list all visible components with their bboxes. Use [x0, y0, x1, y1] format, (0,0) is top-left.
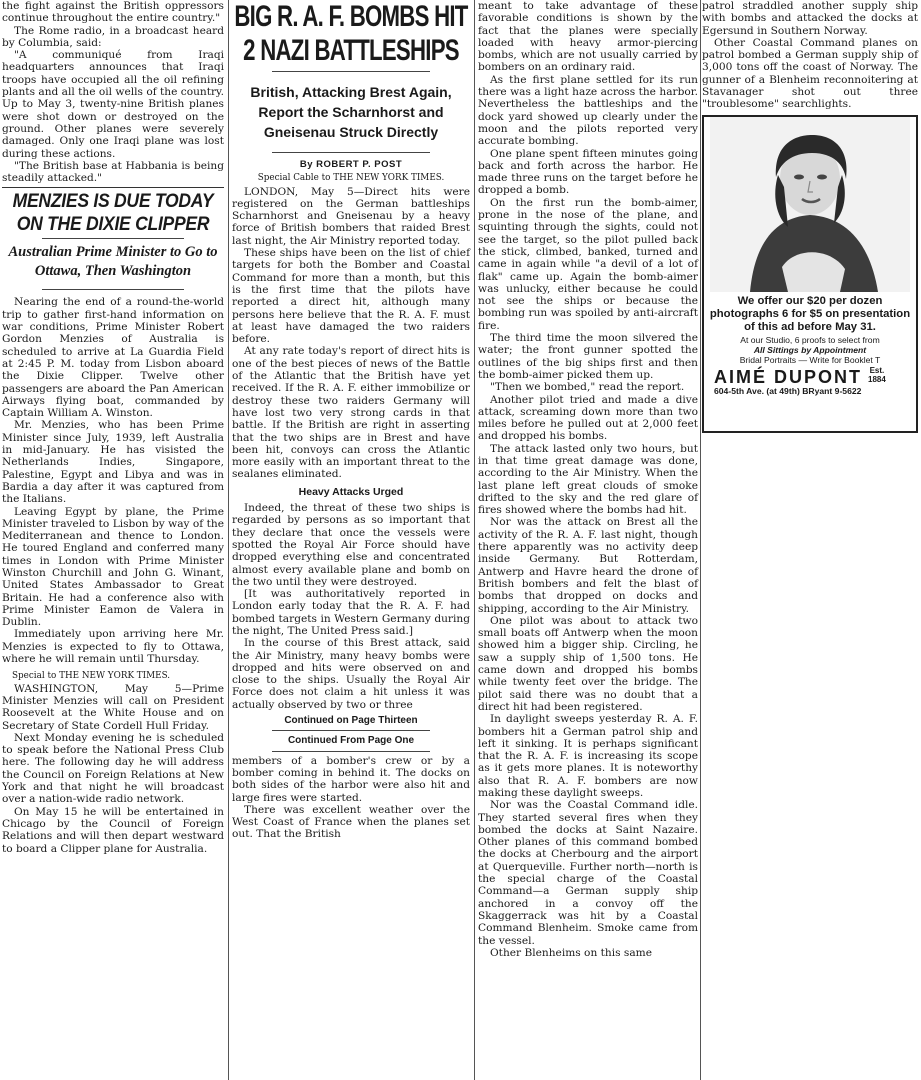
- subhead: Heavy Attacks Urged: [298, 485, 404, 498]
- section-rule: [2, 187, 224, 188]
- column-4: [702, 0, 918, 433]
- paragraph: On May 15 he will be entertained in Chicago by the Council of Foreign Relations and will then depart westward to board a Clipper plane for Australia.: [2, 805, 224, 855]
- ad-offer-text: We offer our $20 per dozen photographs 6 for $5 on presentation of this ad before May 31.: [709, 294, 911, 333]
- ad-appointment-line: [708, 345, 912, 355]
- paragraph: patrol straddled another supply ship with bombs and attacked the docks at Egersund in Southern Norway.: [702, 0, 918, 37]
- paragraph: These ships have been on the list of chief targets for both the Bomber and Coastal Command for more than a month, but this is the first time that the pilots have reported a direct hit, although many persons here believe that the R. A. F. must at least have damaged the two raiders before.: [232, 247, 470, 346]
- headline-line-2: ON THE DIXIE CLIPPER: [16, 213, 210, 236]
- paragraph: In the course of this Brest attack, said the Air Ministry, many heavy bombs were dropped and hits were observed on and close to the ships. Usually the Royal Air Force does not claim a hit unless it was actually observed by two or three: [232, 637, 470, 711]
- banner-headline-line-2: 2 NAZI BATTLESHIPS: [243, 34, 459, 67]
- paragraph: WASHINGTON, May 5—Prime Minister Menzies will call on President Roosevelt at the White House and on Secretary of State Cordell Hull Friday.: [2, 682, 224, 732]
- column-rule: [700, 0, 701, 1080]
- paragraph: members of a bomber's crew or by a bomber coming in behind it. The docks on both sides of the harbor were also hit and large fires were started.: [232, 754, 470, 804]
- paragraph: Nor was the attack on Brest all the activity of the R. A. F. last night, though there apparently was no activity deep inside Germany. But Rotterdam, Antwerp and Havre heard the drone of British bombers and felt the blast of bombs that dropped on docks and shipping, according to the Air Ministry.: [478, 516, 698, 615]
- deck: Australian Prime Minister to Go to Ottawa, Then Washington: [8, 244, 218, 280]
- ad-established: [868, 366, 886, 384]
- paragraph: Next Monday evening he is scheduled to speak before the National Press Club here. The following day he will address the Council on Foreign Relations at New York and that night he will broadcast over a nation-wide radio network.: [2, 731, 224, 806]
- ad-est-label: Est.: [869, 365, 885, 375]
- paragraph: Mr. Menzies, who has been Prime Minister since July, 1939, left Australia in mid-January. He has visisted the Netherlands Indies, Singapore, Palestine, Egypt and Libya and was in Bardia a day after it was captured from the Italians.: [2, 419, 224, 506]
- paragraph: Immediately upon arriving here Mr. Menzies is expected to fly to Ottawa, where he will remain until Thursday.: [2, 628, 224, 666]
- deck-rule: [272, 152, 430, 153]
- portrait-photo: [710, 117, 910, 292]
- column-1: [2, 0, 224, 855]
- paragraph: The attack lasted only two hours, but in that time great damage was done, according to the Air Ministry. When the last plane left great clouds of smoke drifted to the sky and the red glare of fires showed where the bombs had hit.: [478, 442, 698, 517]
- paragraph: Nearing the end of a round-the-world trip to gather first-hand information on war conditions, Prime Minister Robert Gordon Menzies of Australia is scheduled to arrive at La Guardia Field at 2:45 P. M. today from Lisbon aboard the Dixie Clipper. Twelve other passengers are aboard the Pan American Airways flying boat, commanded by Captain William A. Winston.: [2, 296, 224, 420]
- jump-line-continued-on: Continued on Page Thirteen: [284, 715, 418, 727]
- paragraph: One plane spent fifteen minutes going back and forth across the harbor. He made three runs on the target before he dropped a bomb.: [478, 147, 698, 197]
- banner-headline-line-1: BIG R. A. F. BOMBS HIT: [234, 0, 468, 33]
- paragraph: On the first run the bomb-aimer, prone in the nose of the plane, and squinting through the sights, could not see the target, so the pilot pulled back the stick, climbed, banked, turned and came in again while "a devil of a lot of flak" came up. Again the bomb-aimer was unlucky, either because he could not see the ships or because the bombing run was spoiled by anti-aircraft fire.: [478, 196, 698, 332]
- paragraph: LONDON, May 5—Direct hits were registered on the German battleships Scharnhorst and Gneisenau by a heavy force of British bombers that raided Brest last night, the Air Ministry reported today.: [232, 185, 470, 247]
- paragraph: As the first plane settled for its run there was a light haze across the harbor. Nevertheless the battleships and the dock yard showed up clearly under the moon and the pilots reported very accurate bombing.: [478, 73, 698, 148]
- ad-logo-wordmark: AIMÉ DUPONT: [714, 367, 862, 388]
- paragraph: Other Blenheims on this same: [490, 946, 652, 959]
- ad-address: 604-5th Ave. (at 49th) BRyant 9-5622: [714, 385, 862, 396]
- paragraph: "A communiqué from Iraqi headquarters announces that Iraqi troops have occupied all the oil refining plants and all the oil wells of the country. Up to May 3, twenty-nine British planes were shot down or destroyed on the ground. Other planes were severely damaged. Only one Iraqi plane was lost during these actions.: [2, 49, 224, 160]
- advertisement-aime-dupont: [702, 115, 918, 433]
- jump-rule: [272, 730, 430, 731]
- paragraph: Other Coastal Command planes on patrol bombed a German supply ship of 3,000 tons off the coast of Norway. The gunner of a Blenheim reconnoitering at Stavanager shot out three "troublesome" searchlights.: [702, 36, 918, 111]
- ad-est-year: 1884: [868, 374, 886, 384]
- paragraph: meant to take advantage of these favorable conditions is shown by the fact that the planes were specially loaded with heavy armor-piercing bombs, which are not usually carried by bombers on an ordinary raid.: [478, 0, 698, 74]
- paragraph: "Then we bombed," read the report.: [490, 381, 685, 394]
- paragraph: "The British base at Habbania is being steadily attacked.": [2, 159, 224, 185]
- jump-rule: [272, 751, 430, 752]
- headline-rule: [42, 238, 184, 239]
- paragraph: There was excellent weather over the West Coast of France when the planes set out. That the British: [232, 803, 470, 841]
- headline-line-1: MENZIES IS DUE TODAY: [12, 190, 214, 213]
- paragraph: The third time the moon silvered the water; the front gunner spotted the outlines of the big ships first and then the bomb-aimer picked them up.: [478, 332, 698, 381]
- column-2: [232, 0, 470, 841]
- credit-line: Special Cable to THE NEW YORK TIMES.: [257, 173, 445, 184]
- paragraph: Nor was the Coastal Command idle. They started several fires when they bombed the docks at Saint Nazaire. Other planes of this command bombed the docks at Cherbourg and the airport at Querqueville. Further north—north is the special charge of the Coastal Command—a German supply ship anchored in a convoy off the Skaggerrack was hit by a Coastal Command Blenheim. Smoke came from the vessel.: [478, 799, 698, 947]
- paragraph: At any rate today's report of direct hits is one of the best pieces of news of the Battle of the Atlantic that the British have yet received. If the R. A. F. either immobilize or destroy these two raiders Germany will have lost two very strong cards in that battle. If the British are right in asserting that the two ships are in Brest and have been hit, convoys can cross the Atlantic more easily with an important threat to the sealanes eliminated.: [232, 345, 470, 481]
- jump-line-continued-from: Continued From Page One: [287, 735, 415, 747]
- byline: By ROBERT P. POST: [299, 159, 403, 170]
- portrait-illustration: [710, 117, 910, 292]
- paragraph: The Rome radio, in a broadcast heard by Columbia, said:: [2, 24, 224, 49]
- paragraph: In daylight sweeps yesterday R. A. F. bombers hit a German patrol ship and left it sinking. It is perhaps significant that the R. A. F. is increasing its scope as it gets more planes. It is noteworthy also that R. A. F. bombers are now making these daylight sweeps.: [478, 713, 698, 799]
- deck-rule: [42, 289, 184, 290]
- column-rule: [474, 0, 475, 1080]
- paragraph: Leaving Egypt by plane, the Prime Minister traveled to Lisbon by way of the Mediterranean and thence to London. He toured England and conferred many times in London with Prime Minister Winston Churchill and John G. Winant, United States Ambassador to Great Britain. He had a conference also with Prime Minister Eamon de Valera in Dublin.: [2, 505, 224, 629]
- paragraph: Indeed, the threat of these two ships is regarded by persons as so important that they declare that once the vessels were spotted the Royal Air Force should have dropped everything else and concentrated almost every available plane and bomb on the two until they were destroyed.: [232, 502, 470, 588]
- ad-appointment-text: All Sittings by Appointment: [753, 344, 867, 355]
- paragraph: the fight against the British oppressors continue throughout the entire country.": [2, 0, 224, 25]
- credit-line: Special to THE NEW YORK TIMES.: [12, 671, 171, 682]
- deck: British, Attacking Brest Again, Report the Scharnhorst and Gneisenau Struck Directly: [250, 84, 452, 140]
- column-rule: [228, 0, 229, 1080]
- ad-bridal-line: Bridal Portraits — Write for Booklet T: [739, 354, 881, 365]
- ad-logo: [714, 365, 916, 388]
- ad-studio-line: At our Studio, 6 proofs to select from: [740, 334, 880, 345]
- column-3: [478, 0, 698, 959]
- paragraph: One pilot was about to attack two small boats off Antwerp when the moon showed him a bigger ship. Circling, he saw a supply ship of 1,500 tons. He came down and dropped his bombs while twenty feet over the bridge. The pilot said there was no doubt that a direct hit had been registered.: [478, 614, 698, 713]
- paragraph: [It was authoritatively reported in London early today that the R. A. F. had bombed targets in Western Germany during the night, The United Press said.]: [232, 588, 470, 637]
- headline-rule: [272, 71, 430, 72]
- paragraph: Another pilot tried and made a dive attack, screaming down more than two miles before he pulled out at 2,000 feet and dropped his bombs.: [478, 393, 698, 443]
